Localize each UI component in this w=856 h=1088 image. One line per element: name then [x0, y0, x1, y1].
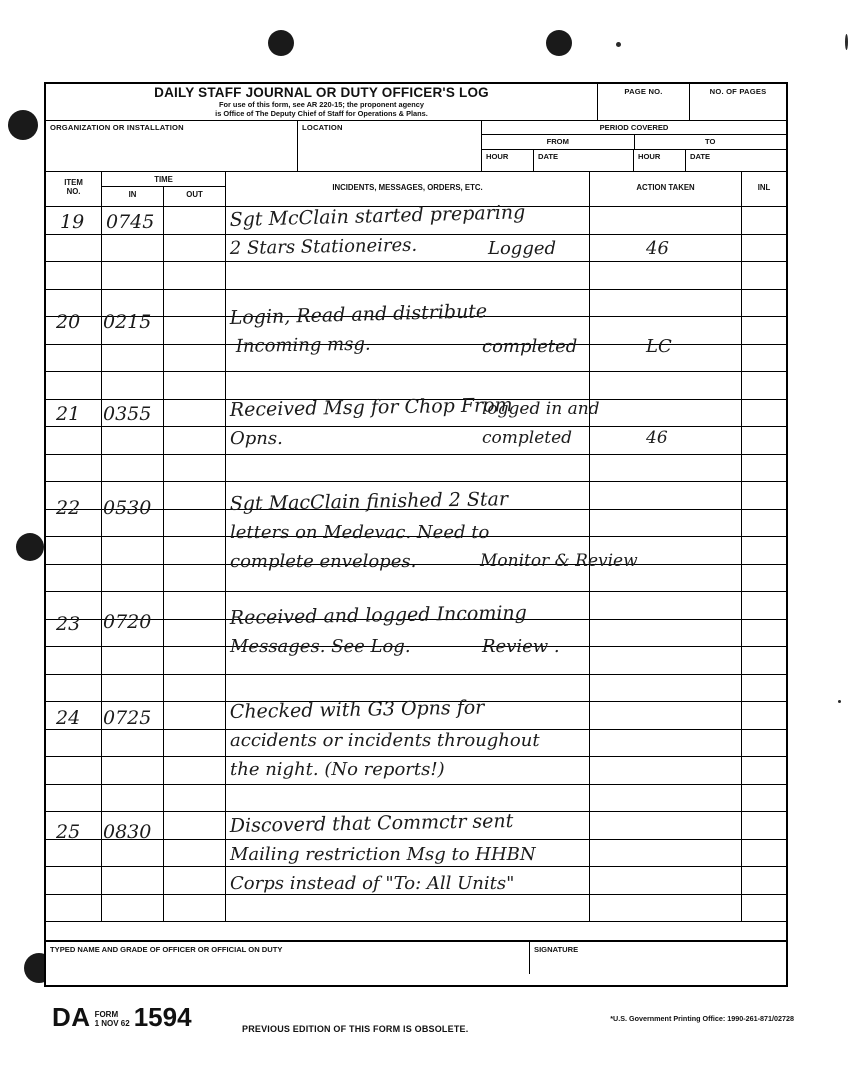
form-header-row [46, 84, 786, 121]
cell-action-taken[interactable] [590, 482, 742, 509]
cell-action-taken[interactable] [590, 345, 742, 372]
cell-action-taken[interactable] [590, 812, 742, 839]
table-row[interactable] [46, 510, 786, 538]
entry-incident-line: Sgt MacClain finished 2 Star [229, 488, 509, 515]
from-label: FROM [482, 135, 635, 149]
column-header-action-taken: ACTION TAKEN [590, 172, 742, 206]
cell-action-taken[interactable] [590, 400, 742, 427]
table-row[interactable] [46, 345, 786, 373]
cell-time-in[interactable] [102, 812, 164, 839]
cell-time-in[interactable] [102, 620, 164, 647]
scan-speck [838, 700, 841, 703]
entry-time-in: 0745 [106, 211, 155, 233]
entry-incident-line: letters on Medevac. Need to [230, 522, 490, 543]
page-no-cell[interactable] [598, 84, 690, 120]
table-row[interactable] [46, 427, 786, 455]
column-header-incidents: INCIDENTS, MESSAGES, ORDERS, ETC. [226, 172, 590, 206]
cell-incidents[interactable] [226, 207, 590, 234]
cell-time-in[interactable] [102, 867, 164, 894]
cell-action-taken[interactable] [590, 647, 742, 674]
entry-item-no: 24 [56, 707, 81, 729]
entry-incident-line: accidents or incidents throughout [230, 730, 540, 751]
cell-time-out[interactable] [164, 647, 226, 674]
previous-edition-note: PREVIOUS EDITION OF THIS FORM IS OBSOLETE. [242, 1024, 469, 1034]
cell-time-out[interactable] [164, 482, 226, 509]
period-covered-label: PERIOD COVERED [482, 121, 786, 135]
table-row[interactable] [46, 290, 786, 318]
to-hour-field[interactable]: HOUR [634, 150, 686, 171]
cell-time-out[interactable] [164, 867, 226, 894]
cell-action-taken[interactable] [590, 510, 742, 537]
location-cell[interactable] [298, 121, 482, 171]
table-row[interactable] [46, 785, 786, 813]
da-label: DA [52, 1002, 91, 1032]
cell-time-in[interactable] [102, 482, 164, 509]
cell-inl[interactable] [742, 592, 786, 619]
cell-time-out[interactable] [164, 675, 226, 702]
table-row[interactable] [46, 867, 786, 895]
cell-inl[interactable] [742, 812, 786, 839]
cell-time-out[interactable] [164, 235, 226, 262]
cell-item-no[interactable] [46, 317, 102, 344]
page-title: DAILY STAFF JOURNAL OR DUTY OFFICER'S LOG [154, 85, 489, 100]
cell-time-in[interactable] [102, 895, 164, 922]
cell-incidents[interactable] [226, 730, 590, 757]
table-row[interactable] [46, 207, 786, 235]
entry-inl: 46 [646, 238, 669, 259]
cell-item-no[interactable] [46, 537, 102, 564]
entry-incident-line: Messages. See Log. [230, 636, 411, 657]
entry-time-in: 0725 [103, 707, 152, 729]
scan-speck [845, 34, 848, 50]
entry-item-no: 25 [56, 821, 81, 843]
cell-time-out[interactable] [164, 785, 226, 812]
form-word-block [95, 1010, 130, 1028]
cell-inl[interactable] [742, 730, 786, 757]
table-row[interactable] [46, 565, 786, 593]
location-label: LOCATION [302, 123, 343, 132]
cell-inl[interactable] [742, 510, 786, 537]
cell-incidents[interactable] [226, 592, 590, 619]
entry-item-no: 19 [60, 211, 85, 233]
log-entries-table [46, 201, 786, 940]
cell-item-no[interactable] [46, 290, 102, 317]
cell-incidents[interactable] [226, 372, 590, 399]
cell-action-taken[interactable] [590, 290, 742, 317]
form-footer [44, 1000, 804, 1046]
table-row[interactable] [46, 317, 786, 345]
cell-incidents[interactable] [226, 510, 590, 537]
cell-time-out[interactable] [164, 592, 226, 619]
cell-inl[interactable] [742, 400, 786, 427]
cell-time-in[interactable] [102, 840, 164, 867]
cell-inl[interactable] [742, 757, 786, 784]
cell-time-out[interactable] [164, 565, 226, 592]
cell-time-in[interactable] [102, 675, 164, 702]
cell-incidents[interactable] [226, 867, 590, 894]
cell-action-taken[interactable] [590, 867, 742, 894]
cell-time-in[interactable] [102, 537, 164, 564]
cell-incidents[interactable] [226, 400, 590, 427]
cell-time-out[interactable] [164, 455, 226, 482]
cell-inl[interactable] [742, 455, 786, 482]
signature-label: SIGNATURE [534, 945, 579, 954]
cell-inl[interactable] [742, 647, 786, 674]
column-header-item-no-line1: ITEM [64, 178, 83, 187]
organization-label: ORGANIZATION OR INSTALLATION [50, 123, 184, 132]
organization-cell[interactable] [46, 121, 298, 171]
cell-inl[interactable] [742, 482, 786, 509]
cell-time-out[interactable] [164, 400, 226, 427]
cell-item-no[interactable] [46, 730, 102, 757]
cell-action-taken[interactable] [590, 565, 742, 592]
entry-incident-line: Login, Read and distribute [229, 300, 488, 329]
table-row[interactable] [46, 647, 786, 675]
to-date-field[interactable]: DATE [690, 152, 711, 161]
cell-time-out[interactable] [164, 895, 226, 922]
entry-item-no: 22 [56, 497, 81, 519]
cell-incidents[interactable] [226, 620, 590, 647]
cell-action-taken[interactable] [590, 372, 742, 399]
from-date-field[interactable]: DATE [534, 150, 634, 171]
hole-punch-mark [268, 30, 294, 56]
cell-incidents[interactable] [226, 317, 590, 344]
column-header-time-out: OUT [186, 190, 203, 199]
cell-action-taken[interactable] [590, 537, 742, 564]
cell-inl[interactable] [742, 235, 786, 262]
cell-item-no[interactable] [46, 372, 102, 399]
cell-incidents[interactable] [226, 482, 590, 509]
da-form-1594 [44, 82, 788, 987]
cell-time-in[interactable] [102, 207, 164, 234]
cell-time-out[interactable] [164, 510, 226, 537]
cell-inl[interactable] [742, 675, 786, 702]
signature-block [46, 940, 786, 974]
cell-time-in[interactable] [102, 592, 164, 619]
cell-item-no[interactable] [46, 565, 102, 592]
cell-incidents[interactable] [226, 537, 590, 564]
period-covered-cell [482, 121, 786, 171]
cell-item-no[interactable] [46, 785, 102, 812]
entry-incident-line: complete envelopes. [230, 551, 417, 572]
cell-time-out[interactable] [164, 537, 226, 564]
entry-time-in: 0355 [103, 403, 152, 425]
cell-inl[interactable] [742, 785, 786, 812]
cell-time-out[interactable] [164, 317, 226, 344]
cell-action-taken[interactable] [590, 427, 742, 454]
cell-action-taken[interactable] [590, 895, 742, 922]
cell-item-no[interactable] [46, 510, 102, 537]
entry-incident-line: the night. (No reports!) [230, 759, 445, 780]
cell-time-in[interactable] [102, 647, 164, 674]
entry-time-in: 0530 [103, 497, 152, 519]
cell-incidents[interactable] [226, 757, 590, 784]
table-column-headers [46, 172, 786, 207]
form-word: FORM [94, 1010, 119, 1019]
hole-punch-mark [546, 30, 572, 56]
cell-inl[interactable] [742, 620, 786, 647]
cell-time-in[interactable] [102, 565, 164, 592]
cell-action-taken[interactable] [590, 262, 742, 289]
cell-inl[interactable] [742, 317, 786, 344]
cell-item-no[interactable] [46, 620, 102, 647]
to-label: TO [705, 137, 716, 146]
page-no-label: PAGE NO. [624, 87, 663, 96]
no-of-pages-label: NO. OF PAGES [709, 87, 767, 96]
cell-incidents[interactable] [226, 345, 590, 372]
entry-action-line: completed [482, 336, 578, 357]
cell-inl[interactable] [742, 290, 786, 317]
cell-time-out[interactable] [164, 812, 226, 839]
table-row[interactable] [46, 262, 786, 290]
table-row[interactable] [46, 730, 786, 758]
typed-name-field[interactable] [46, 942, 530, 974]
form-subtitle-line2: is Office of The Deputy Chief of Staff for Operations & Plans. [215, 109, 428, 119]
cell-time-in[interactable] [102, 290, 164, 317]
cell-item-no[interactable] [46, 455, 102, 482]
cell-incidents[interactable] [226, 675, 590, 702]
entry-inl: LC [646, 336, 672, 357]
cell-item-no[interactable] [46, 207, 102, 234]
cell-action-taken[interactable] [590, 785, 742, 812]
table-row[interactable] [46, 702, 786, 730]
signature-field[interactable] [530, 942, 786, 974]
entry-time-in: 0720 [103, 611, 152, 633]
cell-time-in[interactable] [102, 262, 164, 289]
cell-inl[interactable] [742, 207, 786, 234]
cell-inl[interactable] [742, 565, 786, 592]
cell-item-no[interactable] [46, 400, 102, 427]
entry-action-line: Review . [482, 636, 560, 657]
entry-action-line: Monitor & Review [480, 551, 638, 571]
cell-time-out[interactable] [164, 262, 226, 289]
cell-action-taken[interactable] [590, 455, 742, 482]
table-row[interactable] [46, 400, 786, 428]
cell-time-out[interactable] [164, 730, 226, 757]
cell-action-taken[interactable] [590, 235, 742, 262]
cell-action-taken[interactable] [590, 757, 742, 784]
org-location-period-row [46, 121, 786, 172]
cell-incidents[interactable] [226, 262, 590, 289]
cell-time-out[interactable] [164, 840, 226, 867]
column-header-time [102, 172, 226, 206]
hour-date-row [482, 150, 786, 171]
cell-action-taken[interactable] [590, 675, 742, 702]
hole-punch-mark [8, 110, 38, 140]
cell-inl[interactable] [742, 262, 786, 289]
entry-item-no: 21 [56, 403, 81, 425]
cell-item-no[interactable] [46, 647, 102, 674]
cell-item-no[interactable] [46, 867, 102, 894]
cell-time-in[interactable] [102, 785, 164, 812]
from-to-labels-row [482, 135, 786, 150]
cell-incidents[interactable] [226, 785, 590, 812]
cell-time-out[interactable] [164, 427, 226, 454]
from-hour-field[interactable]: HOUR [482, 150, 534, 171]
table-row[interactable] [46, 840, 786, 868]
entry-incident-line: Mailing restriction Msg to HHBN [230, 844, 536, 865]
cell-item-no[interactable] [46, 482, 102, 509]
cell-inl[interactable] [742, 345, 786, 372]
cell-item-no[interactable] [46, 427, 102, 454]
cell-inl[interactable] [742, 537, 786, 564]
cell-incidents[interactable] [226, 290, 590, 317]
cell-item-no[interactable] [46, 262, 102, 289]
cell-item-no[interactable] [46, 702, 102, 729]
cell-inl[interactable] [742, 867, 786, 894]
table-row[interactable] [46, 895, 786, 923]
cell-incidents[interactable] [226, 235, 590, 262]
column-header-inl: INL [757, 183, 771, 192]
cell-action-taken[interactable] [590, 317, 742, 344]
cell-incidents[interactable] [226, 895, 590, 922]
no-of-pages-cell[interactable] [690, 84, 786, 120]
cell-action-taken[interactable] [590, 620, 742, 647]
cell-time-in[interactable] [102, 510, 164, 537]
table-row[interactable] [46, 757, 786, 785]
cell-inl[interactable] [742, 840, 786, 867]
cell-item-no[interactable] [46, 675, 102, 702]
entry-incident-line: Corps instead of "To: All Units" [230, 873, 515, 894]
cell-time-in[interactable] [102, 317, 164, 344]
cell-item-no[interactable] [46, 812, 102, 839]
cell-time-in[interactable] [102, 730, 164, 757]
form-subtitle-line1: For use of this form, see AR 220-15; the proponent agency [218, 100, 425, 109]
cell-time-out[interactable] [164, 620, 226, 647]
cell-incidents[interactable] [226, 840, 590, 867]
cell-time-in[interactable] [102, 235, 164, 262]
hole-punch-mark [16, 533, 44, 561]
column-header-time-in: IN [102, 187, 164, 206]
entry-incident-line: Opns. [230, 428, 283, 449]
entry-inl: 46 [646, 428, 668, 448]
table-row[interactable] [46, 235, 786, 263]
entry-incident-line: Discoverd that Commctr sent [229, 810, 514, 837]
cell-item-no[interactable] [46, 895, 102, 922]
entry-incident-line: Checked with G3 Opns for [229, 696, 485, 723]
table-row[interactable] [46, 372, 786, 400]
table-row[interactable] [46, 812, 786, 840]
cell-incidents[interactable] [226, 565, 590, 592]
table-row[interactable] [46, 592, 786, 620]
typed-name-label: TYPED NAME AND GRADE OF OFFICER OR OFFICIAL ON DUTY [50, 945, 283, 954]
cell-time-in[interactable] [102, 345, 164, 372]
cell-action-taken[interactable] [590, 840, 742, 867]
scan-speck [616, 42, 621, 47]
cell-incidents[interactable] [226, 812, 590, 839]
cell-inl[interactable] [742, 895, 786, 922]
cell-time-out[interactable] [164, 372, 226, 399]
entry-incident-line: Received and logged Incoming [229, 601, 528, 629]
entry-time-in: 0215 [103, 311, 152, 333]
gpo-imprint: *U.S. Government Printing Office: 1990-261-871/02728 [610, 1014, 794, 1023]
cell-time-out[interactable] [164, 207, 226, 234]
entry-action-line: Logged [488, 238, 557, 259]
entry-action-line: completed [482, 428, 573, 448]
cell-item-no[interactable] [46, 592, 102, 619]
column-header-item-no [46, 172, 102, 206]
cell-action-taken[interactable] [590, 702, 742, 729]
cell-time-in[interactable] [102, 757, 164, 784]
cell-incidents[interactable] [226, 647, 590, 674]
cell-item-no[interactable] [46, 757, 102, 784]
cell-item-no[interactable] [46, 235, 102, 262]
form-date: 1 NOV 62 [94, 1019, 130, 1028]
cell-incidents[interactable] [226, 455, 590, 482]
column-header-item-no-line2: NO. [66, 187, 81, 196]
cell-inl[interactable] [742, 372, 786, 399]
cell-time-out[interactable] [164, 757, 226, 784]
entry-item-no: 23 [56, 613, 81, 635]
table-row[interactable] [46, 537, 786, 565]
cell-time-in[interactable] [102, 455, 164, 482]
cell-time-in[interactable] [102, 702, 164, 729]
cell-time-in[interactable] [102, 427, 164, 454]
entry-incident-line: 2 Stars Stationeires. [229, 234, 418, 259]
form-identifier [52, 1004, 192, 1030]
entry-incident-line: Incoming msg. [235, 333, 371, 357]
form-number: 1594 [133, 1002, 192, 1032]
cell-item-no[interactable] [46, 345, 102, 372]
table-row[interactable] [46, 482, 786, 510]
cell-action-taken[interactable] [590, 207, 742, 234]
cell-time-in[interactable] [102, 400, 164, 427]
cell-action-taken[interactable] [590, 592, 742, 619]
table-row[interactable] [46, 675, 786, 703]
cell-action-taken[interactable] [590, 730, 742, 757]
form-title-cell [46, 84, 598, 120]
entry-action-line: logged in and [482, 399, 600, 419]
cell-time-out[interactable] [164, 345, 226, 372]
table-row[interactable] [46, 455, 786, 483]
entry-time-in: 0830 [103, 821, 152, 843]
cell-incidents[interactable] [226, 427, 590, 454]
entry-incident-line: Sgt McClain started preparing [229, 201, 526, 231]
cell-incidents[interactable] [226, 702, 590, 729]
cell-time-out[interactable] [164, 702, 226, 729]
cell-inl[interactable] [742, 427, 786, 454]
cell-time-in[interactable] [102, 372, 164, 399]
entry-item-no: 20 [56, 311, 81, 333]
table-row[interactable] [46, 620, 786, 648]
entry-incident-line: Received Msg for Chop From [229, 394, 513, 421]
cell-item-no[interactable] [46, 840, 102, 867]
cell-inl[interactable] [742, 702, 786, 729]
column-header-time-label: TIME [102, 172, 225, 187]
cell-time-out[interactable] [164, 290, 226, 317]
